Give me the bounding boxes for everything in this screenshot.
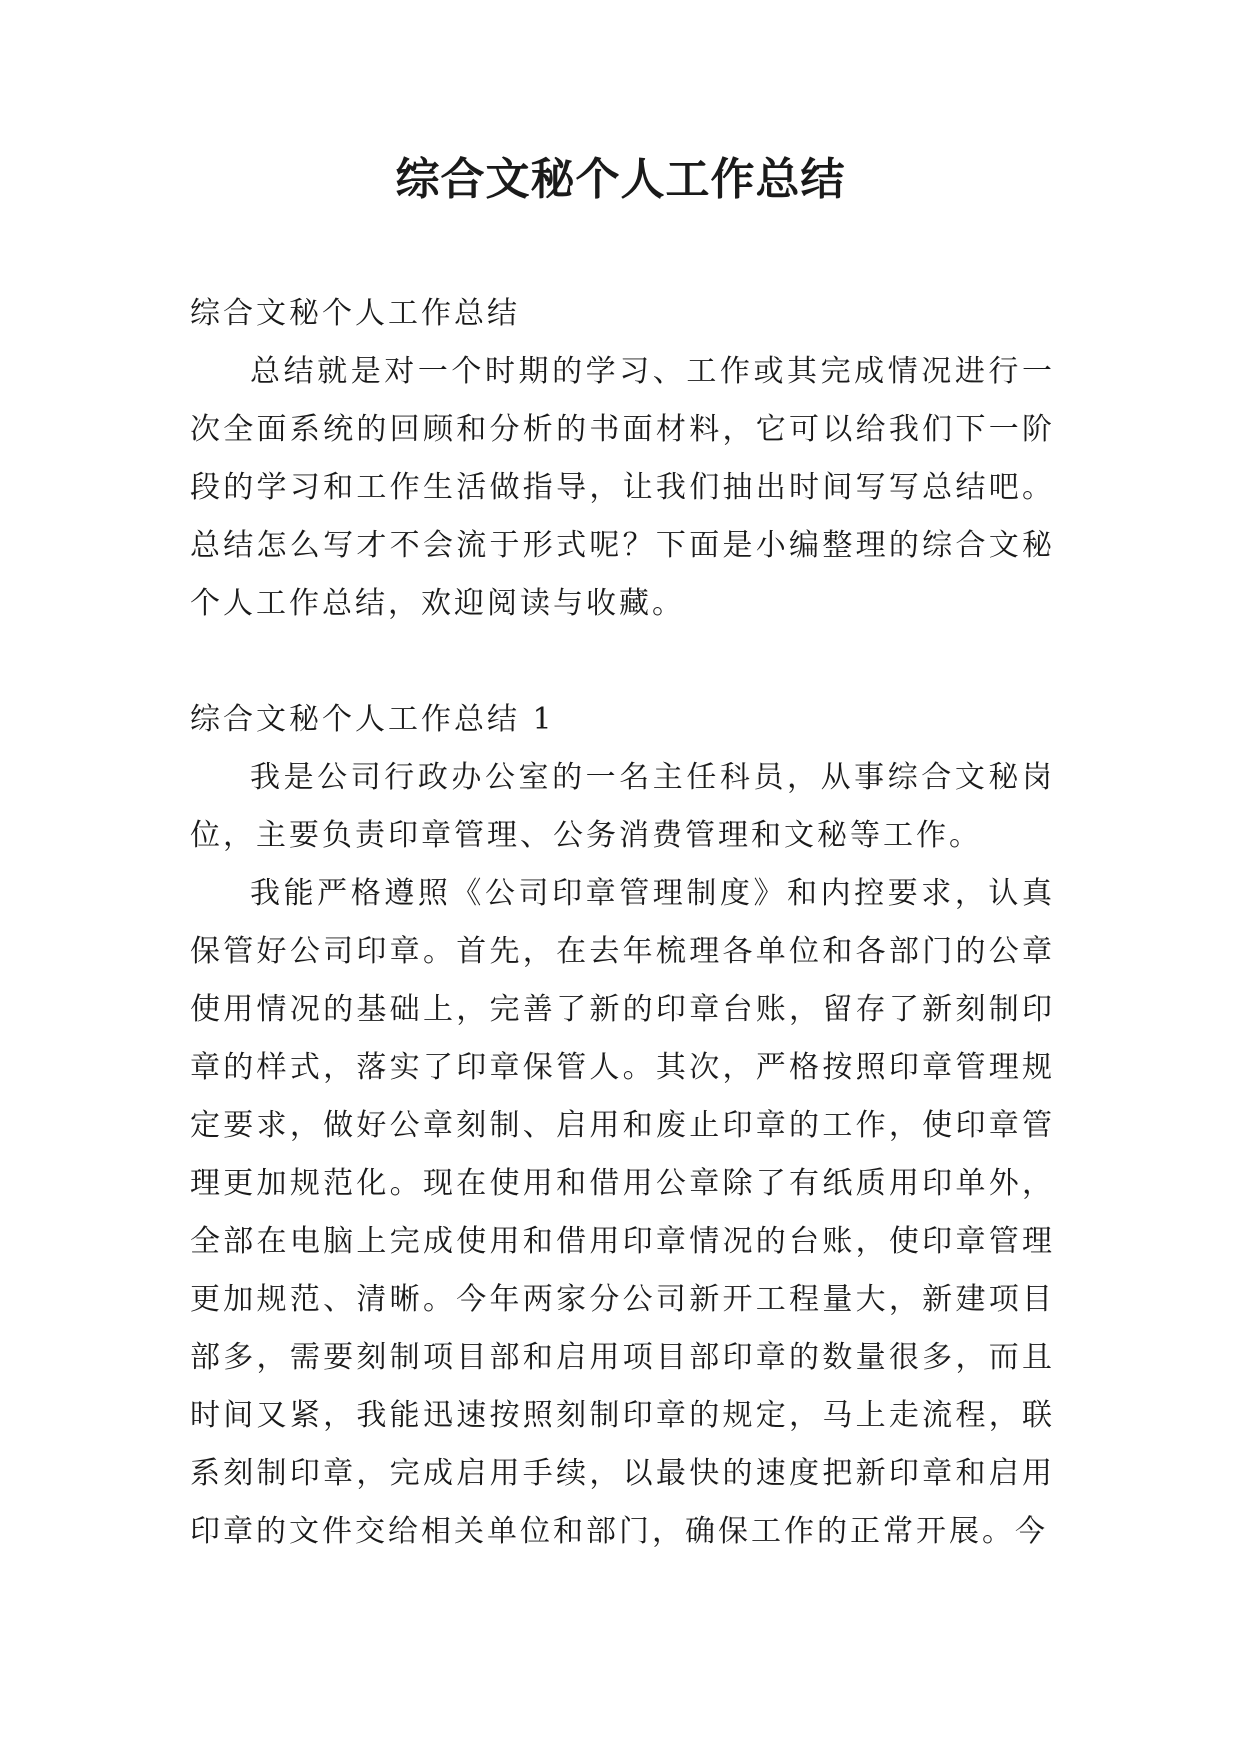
- document-title: 综合文秘个人工作总结: [395, 154, 846, 205]
- paragraph-gap: [190, 633, 1055, 691]
- intro-paragraph: 总结就是对一个时期的学习、工作或其完成情况进行一次全面系统的回顾和分析的书面材料，它可以给我们下一阶段的学习和工作生活做指导，让我们抽出时间写写总结吧。总结怎么写才不会流于形式呢？下面是小编整理的综合文秘个人工作总结，欢迎阅读与收藏。: [190, 354, 1055, 621]
- document-body: [190, 285, 1055, 1561]
- document-subtitle: 综合文秘个人工作总结: [190, 296, 520, 331]
- section-paragraph-2: 我能严格遵照《公司印章管理制度》和内控要求，认真保管好公司印章。首先，在去年梳理各单位和各部门的公章使用情况的基础上，完善了新的印章台账，留存了新刻制印章的样式，落实了印章保管人。其次，严格按照印章管理规定要求，做好公章刻制、启用和废止印章的工作，使印章管理更加规范化。现在使用和借用公章除了有纸质用印单外，全部在电脑上完成使用和借用印章情况的台账，使印章管理更加规范、清晰。今年两家分公司新开工程量大，新建项目部多，需要刻制项目部和启用项目部印章的数量很多，而且时间又紧，我能迅速按照刻制印章的规定，马上走流程，联系刻制印章，完成启用手续，以最快的速度把新印章和启用印章的文件交给相关单位和部门，确保工作的正常开展。今: [190, 876, 1055, 1549]
- section-heading: 综合文秘个人工作总结 1: [190, 702, 555, 737]
- section-paragraph-1: 我是公司行政办公室的一名主任科员，从事综合文秘岗位，主要负责印章管理、公务消费管理和文秘等工作。: [190, 760, 1055, 853]
